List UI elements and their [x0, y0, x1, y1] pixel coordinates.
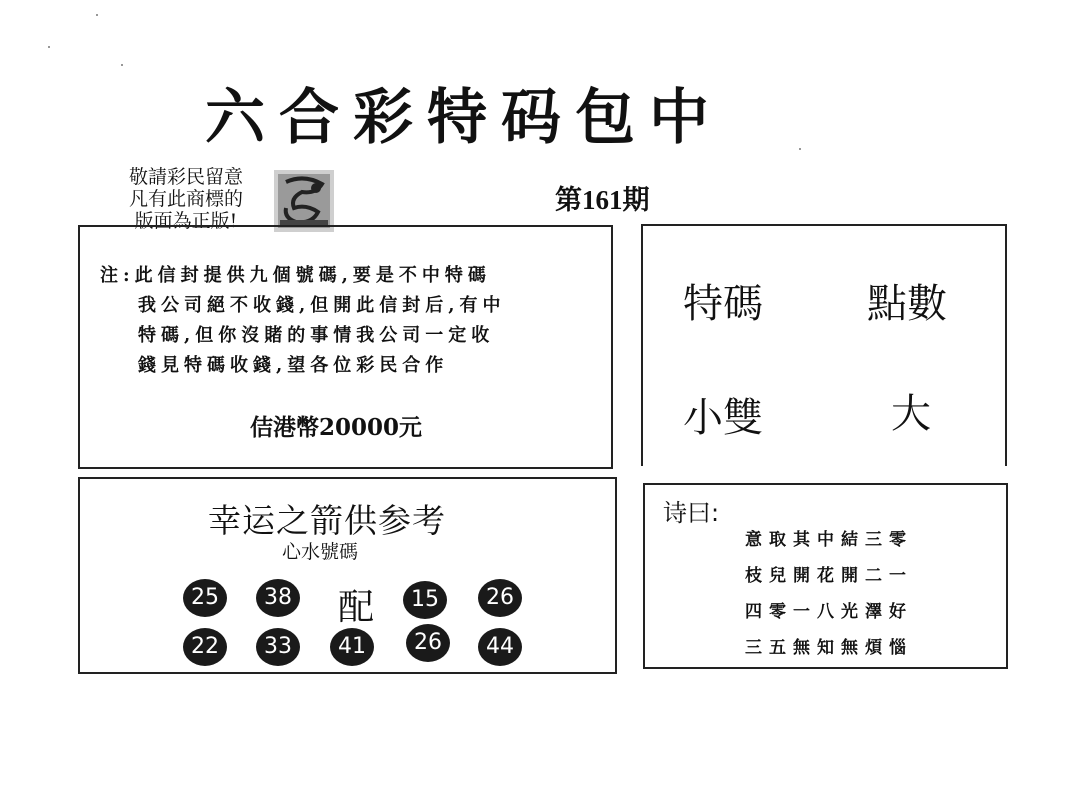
- number-ball: 41: [330, 628, 374, 666]
- special-code-label: 特碼: [683, 281, 763, 327]
- price-text: 佶港幣20000元: [250, 414, 423, 441]
- points-value: 大: [891, 391, 931, 437]
- page-title: 六合彩特码包中: [205, 83, 723, 153]
- box-border-gap: [685, 464, 949, 468]
- number-ball: 26: [478, 579, 522, 617]
- points-label: 點數: [867, 281, 947, 327]
- note-box: [78, 225, 613, 469]
- note-line: 錢見特碼收錢,望各位彩民合作: [138, 355, 449, 376]
- number-ball: 44: [478, 628, 522, 666]
- scan-speck: [799, 148, 801, 150]
- authenticity-notice: [106, 166, 266, 232]
- special-code-box: [641, 224, 1007, 466]
- issue-number: 第161期: [555, 185, 650, 215]
- notice-line: 版面為正版!: [134, 210, 238, 232]
- poem-line: 四零一八光澤好: [745, 602, 913, 622]
- number-ball: 25: [183, 579, 227, 617]
- lucky-title: 幸运之箭供参考: [208, 501, 446, 540]
- notice-line: 凡有此商標的: [128, 188, 243, 210]
- number-ball: 22: [183, 628, 227, 666]
- poem-line: 意取其中結三零: [745, 530, 913, 550]
- number-ball: 26: [406, 624, 450, 662]
- number-ball: 33: [256, 628, 300, 666]
- pair-label: 配: [338, 587, 375, 628]
- scan-speck: [48, 46, 50, 48]
- poem-box: [643, 483, 1008, 669]
- number-ball: 15: [403, 581, 447, 619]
- scan-speck: [121, 64, 123, 66]
- lucky-subtitle: 心水號碼: [282, 541, 359, 563]
- special-code-value: 小雙: [683, 395, 763, 441]
- scan-speck: [96, 14, 98, 16]
- note-line: 注:此信封提供九個號碼,要是不中特碼: [100, 265, 491, 286]
- poem-line: 枝兒開花開二一: [745, 566, 913, 586]
- poem-line: 三五無知無煩惱: [745, 638, 913, 658]
- note-line: 我公司絕不收錢,但開此信封后,有中: [138, 295, 506, 316]
- lucky-numbers-box: [78, 477, 617, 674]
- number-ball: 38: [256, 579, 300, 617]
- note-line: 特碼,但你沒賭的事情我公司一定收: [138, 325, 495, 346]
- notice-line: 敬請彩民留意: [128, 166, 243, 188]
- poem-title: 诗曰:: [663, 499, 720, 527]
